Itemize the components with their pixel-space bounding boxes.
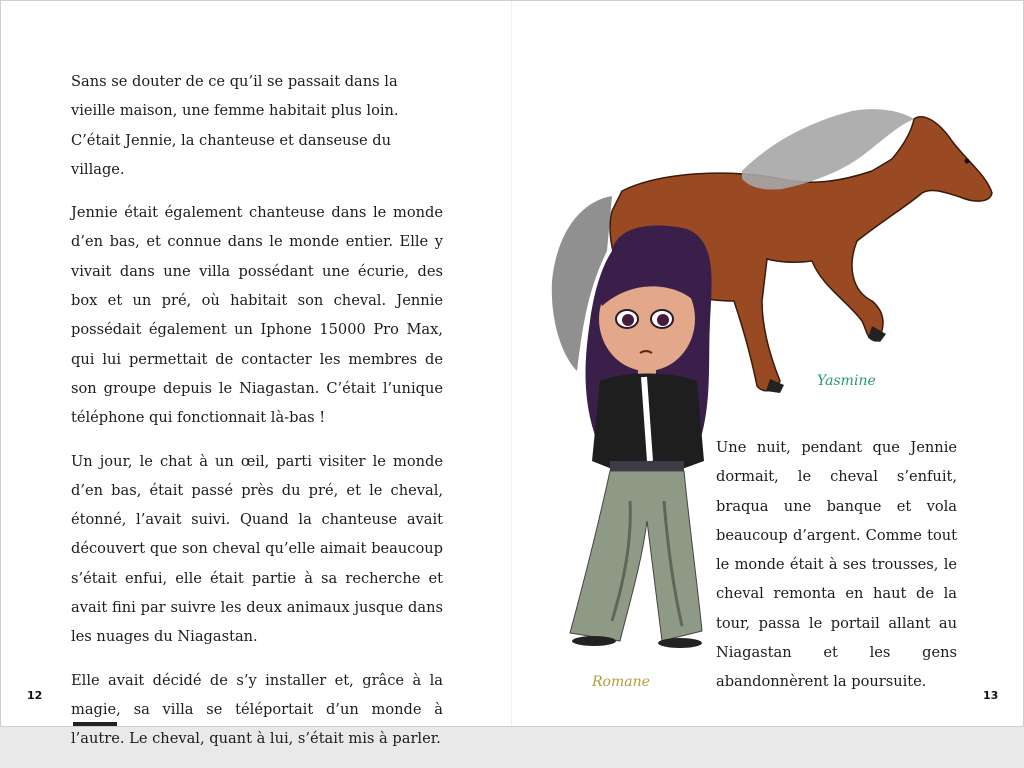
signature-girl: Romane <box>592 674 650 690</box>
paragraph-3: Un jour, le chat à un œil, parti visiter le monde d’en bas, était passé près du pré, et le cheval, étonné, l’avait suivi. Quand la chanteuse avait découvert que son cheval qu’elle aimait beaucoup s’était enfui, elle était partie à sa recherche et avait fini par suivre les deux animaux jusque dans les nuages du Niagastan. <box>71 452 443 646</box>
paragraph-4: Elle avait décidé de s’y installer et, grâce à la magie, sa villa se téléportait d’un monde à l’autre. Le cheval, quant à lui, s’était mis à parler. <box>71 671 443 748</box>
left-text-column <box>71 67 443 768</box>
paragraph-1: Sans se douter de ce qu’il se passait dans la vieille maison, une femme habitait plus loin. C’était Jennie, la chanteuse et danseuse du village. <box>71 73 399 178</box>
signature-horse: Yasmine <box>817 373 876 389</box>
right-page <box>512 1 1023 726</box>
left-page <box>1 1 511 748</box>
right-text-block <box>716 433 957 697</box>
page-number-right: 13 <box>983 689 999 702</box>
bottom-edge-mark <box>73 722 117 726</box>
page-number-left: 12 <box>27 689 43 702</box>
right-paragraph: Une nuit, pendant que Jennie dormait, le cheval s’enfuit, braqua une banque et vola beaucoup d’argent. Comme tout le monde était à ses trousses, le cheval remonta en haut de la tour, passa le portail allant au Niagastan et les gens abandonnèrent la poursuite. <box>716 439 957 691</box>
paragraph-2: Jennie était également chanteuse dans le monde d’en bas, et connue dans le monde entier. Elle y vivait dans une villa possédant une écurie, des box et un pré, où habitait son cheval. Jennie possédait également un Iphone 15000 Pro Max, qui lui permettait de contacter les membres de son groupe depuis le Niagastan. C’était l’unique téléphone qui fonctionnait là-bas ! <box>71 204 443 427</box>
